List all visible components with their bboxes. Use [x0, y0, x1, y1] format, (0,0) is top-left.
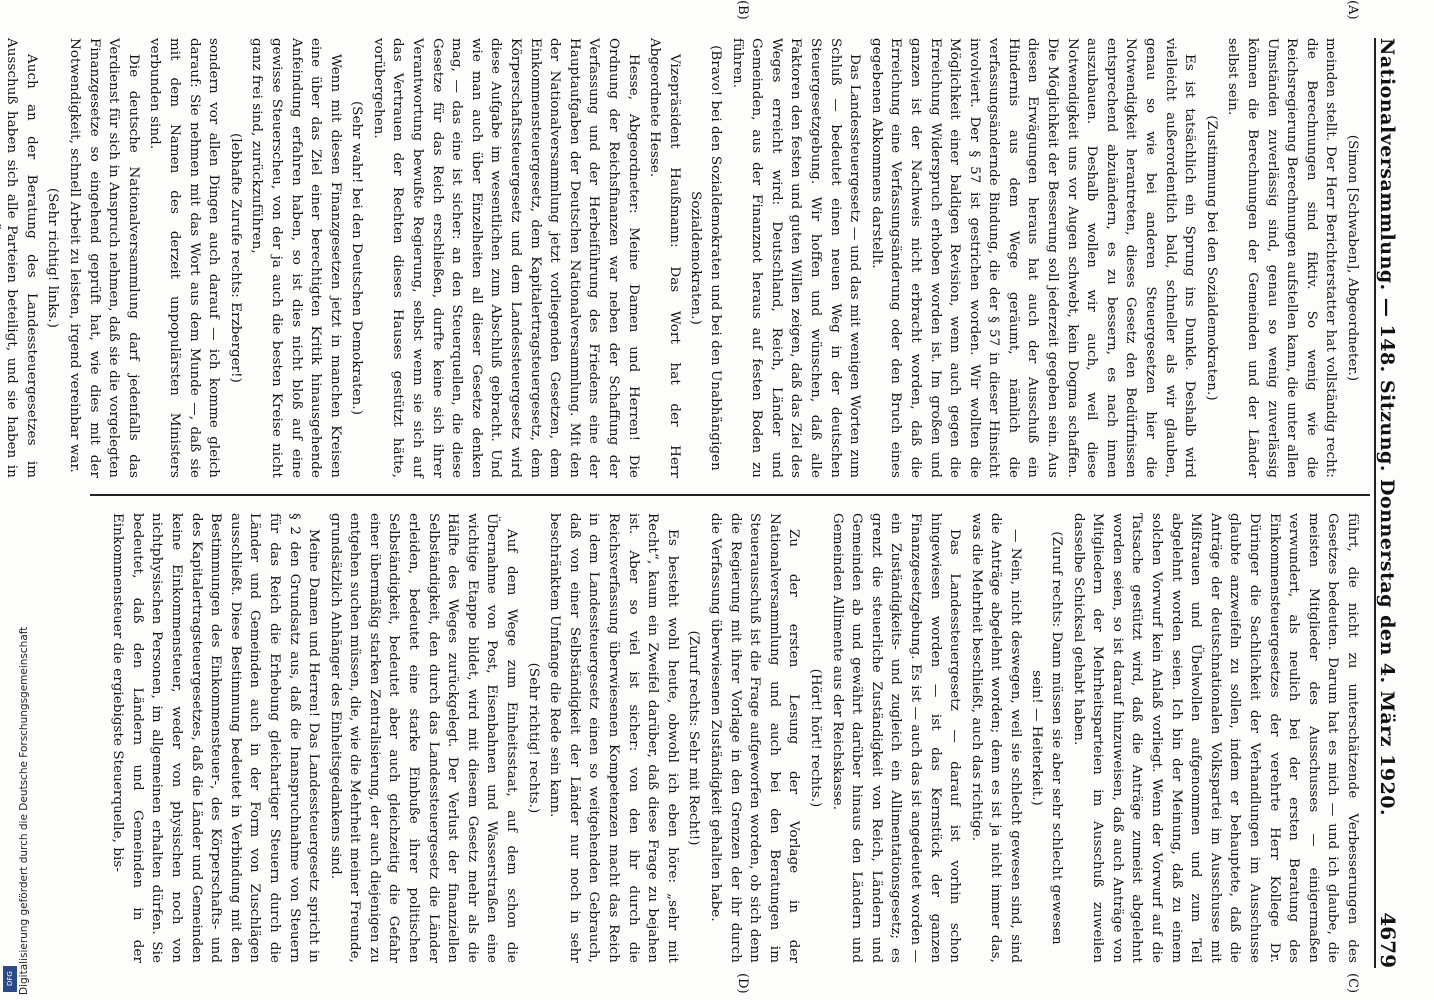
right-column: [106, 513, 1362, 963]
paragraph: Zu der ersten Lesung der Vorlage in der Nationalversammlung und auch bei den Beratungen im Steuerausschuß ist die Frage aufgeworfen worden, ob sich denn die Regierung mit ihrer Vorlage in den Grenzen der ihr durch die Verfassung überwiesenen Zuständigkeit gehalten habe.: [708, 513, 802, 963]
interjection: (Sehr wahr! bei den Deutschen Demokraten.): [349, 100, 365, 416]
paragraph: sondern vor allen Dingen auch darauf — ich komme gleich darauf: Sie nehmen mit das Wort aus dem Munde —, daß sie mit dem Namen des derzeit unpopulärsten Ministers verbunden sind.: [147, 38, 222, 478]
page-header-title: Nationalversammlung. — 148. Sitzung. Donnerstag den 4. März 1920.: [1376, 38, 1398, 817]
interjection: (Bravo! bei den Sozialdemokraten und bei den Unabhängigen Sozialdemokraten.): [688, 45, 723, 471]
margin-marker-b: (B): [735, 0, 750, 20]
paragraph: führt, die nicht zu unterschätzende Verbesserungen des Gesetzes bedeuten. Darum hat es mich — und ich glaube, die meisten Mitglieder des Ausschusses — einigermaßen verwundert, als neulich bei der ersten Beratung des Einkommensteuergesetzes der verehrte Herr Kollege Dr. Düringer die Sachlichkeit der Verhandlungen im Ausschusse glaubte anzweifeln zu sollen, indem er behauptete, daß die Anträge der deutschnationalen Volkspartei im Ausschusse mit Mißtrauen und Übelwollen aufgenommen und zum Teil abgelehnt worden seien. Ich bin der Meinung, daß zu einem solchen Vorwurf kein Anlaß vorliegt. Wenn der Vorwurf auf die Tatsache gestützt wird, daß die Anträge zumeist abgelehnt worden seien, so ist darauf hinzuweisen, daß auch Anträge von Mitgliedern der Mehrheitsparteien im Ausschuß zuweilen dasselbe Schicksal gehabt haben.: [1070, 513, 1360, 963]
page-header: [1374, 38, 1410, 968]
paragraph: meinden stellt. Der Herr Berichterstatter hat vollständig recht: die Berechnungen sind fiktiv. So wenig wie die Reichsregierung Berechnungen aufstellen kann, die unter allen Umständen zuverlässig sind, genau so wenig zuverlässig können die Berechnungen der Gemeinden und der Länder selbst sein.: [1225, 38, 1339, 478]
paragraph: Die deutsche Nationalversammlung darf jedenfalls das Verdienst für sich in Anspruch nehmen, daß sie die vorgelegten Finanzgesetze so eingehend geprüft hat, wie dies mit der Notwendigkeit, schnell Arbeit zu leisten, irgend vereinbar war.: [67, 38, 141, 478]
paragraph: Es besteht wohl heute, obwohl ich eben höre: „sehr mit Recht“, kaum ein Zweifel darüber, daß diese Frage zu bejahen ist. Aber so viel ist sicher: von den ihr durch die Reichsverfassung überwiesenen Kompetenzen macht das Reich in dem Landessteuergesetz einen so weitgehenden Gebrauch, daß von einer Selbständigkeit der Länder nur noch in sehr beschränktem Umfange die Rede sein kann.: [547, 513, 680, 963]
column-divider: [90, 494, 1370, 496]
interjection: (Zustimmung bei den Sozialdemokraten.): [1203, 115, 1219, 401]
digitization-note: Digitalisierung gefördert durch die Deutsche Forschungsgemeinschaft: [18, 626, 30, 995]
page-number: 4679: [1376, 912, 1400, 968]
margin-marker-c: (C): [1345, 973, 1360, 994]
dfg-logo: DFG: [3, 966, 17, 992]
paragraph: — Nein, nicht deswegen, weil sie schlecht gewesen sind, sind die Anträge abgelehnt worden; denn es ist ja nicht immer das, was die Mehrheit beschließt, auch das richtige.: [968, 513, 1023, 963]
paragraph: Das Landessteuergesetz — darauf ist vorhin schon hingewiesen worden — ist das Kernstück der ganzen Finanzgesetzgebung. Es ist — auch das ist angedeutet worden — ein Zuständigkeits- und zugleich ein Allimentationsgesetz; es grenzt die steuerliche Zuständigkeit von Reich, Ländern und Gemeinden ab und gewährt darüber hinaus den Ländern und Gemeinden Allimente aus der Reichskasse.: [829, 513, 963, 963]
interjection: (Zuruf rechts: Dann müssen sie aber sehr schlecht gewesen sein! — Heiterkeit.): [1029, 531, 1065, 945]
paragraph: Das Landessteuergesetz — und das mit wenigen Worten zum Schluß — bedeutet einen neuen Weg in der deutschen Steuergesetzgebung. Wir hoffen und wünschen, daß alle Faktoren den festen und guten Willen zeigen, daß das Ziel des Weges erreicht wird: Deutschland, Reich, Länder und Gemeinden, aus der Finanznot heraus auf festen Boden zu führen.: [729, 38, 863, 478]
paragraph: Auf dem Wege zum Einheitsstaat, auf dem schon die Übernahme von Post, Eisenbahnen und Wasserstraßen eine wichtige Etappe bildet, wird mit diesem Gesetz mehr als die Hälfte des Weges zurückgelegt. Der Verlust der finanziellen Selbständigkeit, den durch das Landessteuergesetz die Länder erleiden, bedeutet eine starke Einbuße ihrer politischen Selbständigkeit, bedeutet aber auch gleichzeitig die Gefahr einer übermäßig starken Zentralisierung, der auch diejenigen zu entgehen suchen müssen, die, wie die Mehrheit meiner Freunde, grundsätzlich Anhänger des Einheitsgedankens sind.: [327, 513, 520, 963]
paragraph: Wenn mit diesen Finanzgesetzen jetzt in manchen Kreisen eine über das Ziel einer berechtigten Kritik hinausgehende Anfeindung erfahren haben, so ist dies nicht bloß auf eine gewisse Steuerscheu, von der ja auch die besten Kreise nicht ganz frei sind, zurückzuführen,: [249, 38, 343, 478]
margin-marker-a: (A): [1345, 0, 1360, 20]
left-column: [0, 38, 1362, 478]
interjection: (Zuruf rechts: Sehr mit Recht!): [686, 630, 702, 846]
speaker-line: (Simon [Schwaben], Abgeordneter.): [1345, 134, 1360, 382]
interjection: (lebhafte Zurufe rechts: Erzberger!): [227, 133, 243, 383]
interjection: (Sehr richtig! links.): [45, 187, 61, 329]
paragraph: Auch an der Beratung des Landessteuergesetzes im Ausschuß haben sich alle Parteien beteiligt, und sie haben in: [4, 38, 39, 478]
margin-marker-d: (D): [735, 973, 750, 994]
paragraph: Hesse, Abgeordneter: Meine Damen und Herren! Die Ordnung der Reichsfinanzen war neben der Schaffung der Verfassung und der Herbeiführung des Friedens eine der Hauptaufgaben der Deutschen Nationalversammlung. Mit den der Nationalversammlung jetzt vorliegenden Gesetzen, dem Einkommensteuergesetz, dem Kapitalertragsteuergesetz, dem Körperschaftssteuergesetz und dem Landessteuergesetz wird diese Aufgabe im wesentlichen zum Abschluß gebracht. Und wie man auch über Einzelheiten all dieser Gesetze denken mag, — das eine ist sicher: an den Steuerquellen, die diese Gesetze für das Reich erschließen, durfte keine sich ihrer Verantwortung bewußte Regierung, selbst wenn sie sich auf das Vertrauen der Rechten dieses Hauses gestützt hätte, vorübergehen.: [370, 38, 641, 478]
interjection: (Hört! hört! rechts.): [807, 668, 823, 808]
paragraph: Meine Damen und Herren! Das Landessteuergesetz spricht in § 2 den Grundsatz aus, daß die Inanspruchnahme von Steuern für das Reich die Erhebung gleichartiger Steuern durch die Länder und Gemeinden auch in der Form von Zuschlägen ausschließt. Diese Bestimmung bedeutet in Verbindung mit den Bestimmungen des Einkommensteuer-, des Körperschafts- und des Kapitalertragsteuergesetzes, daß die Länder und Gemeinden keine Einkommensteuer, weder von physischen noch von nichtphysischen Personen, im allgemeinen erhalten dürfen. Sie bedeutet, daß den Ländern und Gemeinden in der Einkommensteuer die ergiebigste Steuerquelle, bis-: [110, 513, 322, 963]
interjection: (Sehr richtig! rechts.): [525, 662, 541, 814]
paragraph: Es ist tatsächlich ein Sprung ins Dunkle. Deshalb wird vielleicht außerordentlich bald, schneller als wir glauben, genau so wie bei anderen Steuergesetzen hier die Notwendigkeit herantreten, dieses Gesetz den Bedürfnissen entsprechend abzuändern, es zu bessern, es nach innen auszubauen. Deshalb wollen wir auch, weil diese Notwendigkeit uns vor Augen schwebt, kein Dogma schaffen. Die Möglichkeit der Besserung soll jederzeit gegeben sein. Aus diesen Erwägungen heraus hat auch der Ausschuß ein Hindernis aus dem Wege geräumt, nämlich die verfassungsändernde Bindung, die der § 57 in dieser Hinsicht involviert. Der § 57 ist gestrichen worden. Wir wollten die Möglichkeit einer baldigen Revision, wenn auch gegen die Erreichung Widerspruch erhoben worden ist. Im großen und ganzen ist der Nachweis nicht erbracht worden, daß die Erreichung eine Verfassungsänderung oder den Bruch eines gegebenen Abkommens darstellt.: [868, 38, 1198, 478]
paragraph: Vizepräsident Haußmann: Das Wort hat der Herr Abgeordnete Hesse.: [647, 38, 682, 478]
